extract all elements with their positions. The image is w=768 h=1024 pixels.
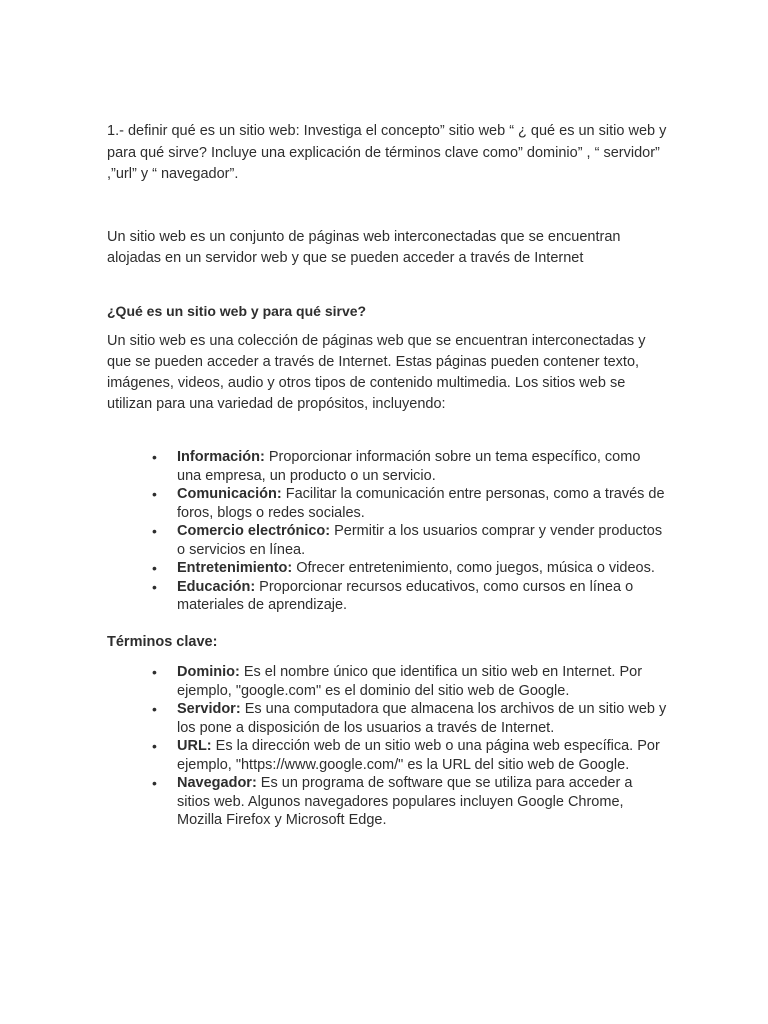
uses-list xyxy=(152,448,667,615)
list-item-url xyxy=(152,737,667,774)
bullet-icon: • xyxy=(152,560,157,576)
list-item-entretenimiento xyxy=(152,559,667,578)
bullet-icon: • xyxy=(152,738,157,754)
bullet-icon: • xyxy=(152,449,157,465)
list-item-term: Educación: xyxy=(177,578,256,595)
list-item-text: Es la dirección web de un sitio web o una página web específica. Por ejemplo, "https://www.google.com/" es la URL del sitio web de Google. xyxy=(177,738,660,773)
list-item-text: Permitir a los usuarios comprar y vender productos o servicios en línea. xyxy=(177,523,663,558)
bullet-icon: • xyxy=(152,578,157,595)
list-item-comunicacion xyxy=(152,485,667,522)
list-item-term: Entretenimiento: xyxy=(177,560,293,576)
list-item-text: Ofrecer entretenimiento, como juegos, música o videos. xyxy=(292,560,655,576)
list-item-term: Comunicación: xyxy=(177,486,282,502)
list-item-text: Es un programa de software que se utiliza para acceder a sitios web. Algunos navegadores populares incluyen Google Chrome, Mozilla Firefox y Microsoft Edge. xyxy=(177,775,633,828)
list-item-comercio xyxy=(152,522,667,559)
terms-list xyxy=(152,663,667,830)
section-heading-what-is: ¿Qué es un sitio web y para qué sirve? xyxy=(107,303,367,319)
list-item-term: Navegador: xyxy=(177,775,257,791)
list-item-educacion xyxy=(152,578,667,615)
definition-paragraph: Un sitio web es una colección de páginas web que se encuentran interconectadas y que se pueden acceder a través de Internet. Estas páginas pueden contener texto, imágenes, videos, audio y otros tipos de contenido multimedia. Los sitios web se utilizan para una variedad de propósitos, incluyendo: xyxy=(107,333,646,412)
list-item-term: Información: xyxy=(177,449,265,465)
list-item-dominio xyxy=(152,663,667,700)
list-item-navegador xyxy=(152,774,667,830)
list-item-servidor xyxy=(152,700,667,737)
list-item-informacion xyxy=(152,448,667,485)
list-item-term: Servidor: xyxy=(177,701,241,717)
bullet-icon: • xyxy=(152,701,157,717)
list-item-text: Facilitar la comunicación entre personas, como a través de foros, blogs o redes sociales. xyxy=(177,486,665,521)
section-heading-terms: Términos clave: xyxy=(107,634,218,650)
list-item-text: Es una computadora que almacena los archivos de un sitio web y los pone a disposición de los usuarios a través de Internet. xyxy=(177,701,667,736)
list-item-text: Es el nombre único que identifica un sitio web en Internet. Por ejemplo, "google.com" es el dominio del sitio web de Google. xyxy=(177,664,643,699)
list-item-term: Comercio electrónico: xyxy=(177,523,331,539)
list-item-text: Proporcionar recursos educativos, como cursos en línea o materiales de aprendizaje. xyxy=(177,578,634,613)
list-item-term: URL: xyxy=(177,738,212,754)
bullet-icon: • xyxy=(152,523,157,539)
bullet-icon: • xyxy=(152,486,157,502)
bullet-icon: • xyxy=(152,775,157,791)
list-item-term: Dominio: xyxy=(177,664,240,680)
intro-paragraph: Un sitio web es un conjunto de páginas web interconectadas que se encuentran alojadas en un servidor web y que se pueden acceder a través de Internet xyxy=(107,229,621,266)
list-item-text: Proporcionar información sobre un tema específico, como una empresa, un producto o un servicio. xyxy=(177,449,641,484)
assignment-question: 1.- definir qué es un sitio web: Investiga el concepto” sitio web “ ¿ qué es un sitio web y para qué sirve? Incluye una explicación de términos clave como” dominio” , “ servidor” ,”url” y “ navegador”. xyxy=(107,123,667,182)
bullet-icon: • xyxy=(152,664,157,680)
